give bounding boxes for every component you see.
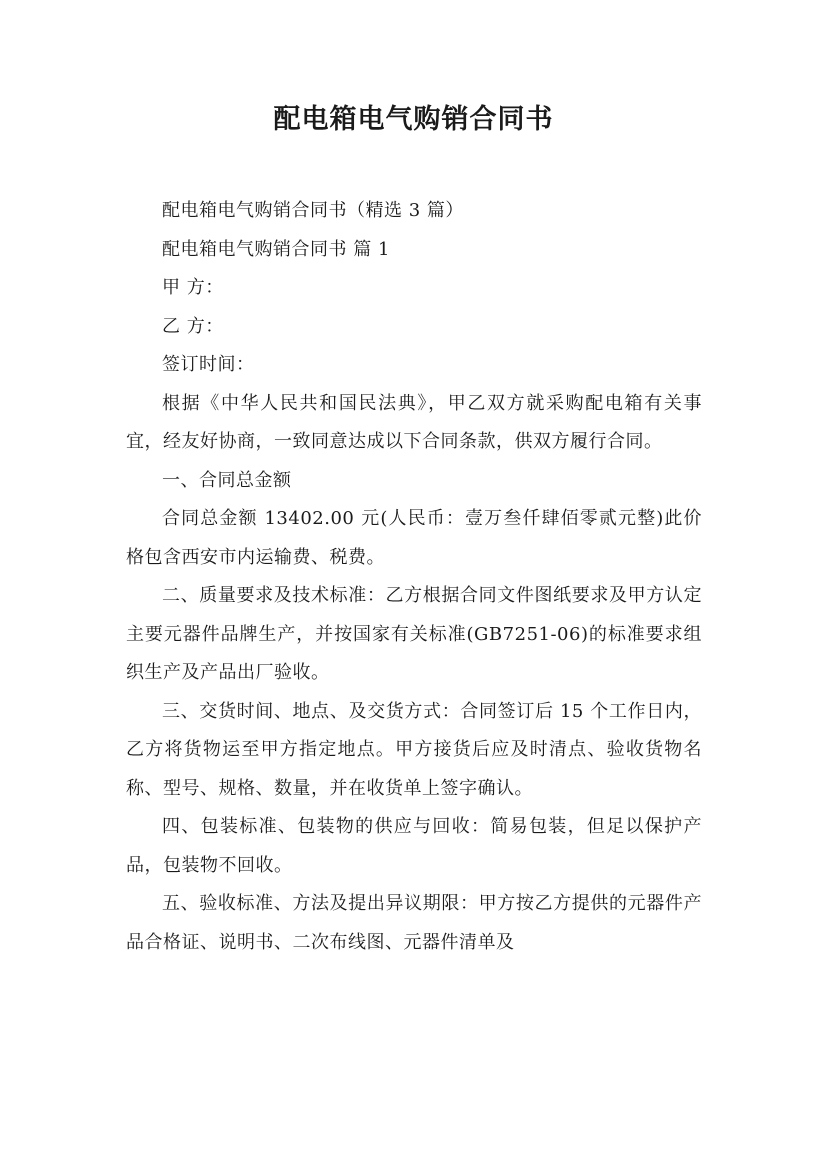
document-body	[126, 192, 702, 962]
paragraph-clause-1-body: 合同总金额 13402.00 元(人民币：壹万叁仟肆佰零贰元整)此价格包含西安市内运输费、税费。	[126, 508, 702, 568]
paragraph-subtitle: 配电箱电气购销合同书（精选 3 篇）	[162, 200, 464, 221]
paragraph-section-heading: 配电箱电气购销合同书 篇 1	[162, 238, 390, 260]
paragraph-clause-3: 三、交货时间、地点、及交货方式：合同签订后 15 个工作日内，乙方将货物运至甲方指定地点。甲方接货后应及时清点、验收货物名称、型号、规格、数量，并在收货单上签字确认。	[126, 700, 702, 799]
document-title: 配电箱电气购销合同书	[273, 104, 554, 135]
paragraph-party-a: 甲 方：	[162, 277, 224, 298]
paragraph-clause-4: 四、包装标准、包装物的供应与回收：简易包装，但足以保护产品，包装物不回收。	[126, 816, 702, 876]
paragraph-clause-2: 二、质量要求及技术标准：乙方根据合同文件图纸要求及甲方认定主要元器件品牌生产，并按国家有关标准(GB7251-06)的标准要求组织生产及产品出厂验收。	[126, 585, 702, 683]
paragraph-clause-1-heading: 一、合同总金额	[162, 469, 292, 491]
paragraph-party-b: 乙 方：	[162, 315, 224, 337]
paragraph-clause-5: 五、验收标准、方法及提出异议期限：甲方按乙方提供的元器件产品合格证、说明书、二次布线图、元器件清单及	[126, 893, 702, 953]
paragraph-intro: 根据《中华人民共和国民法典》，甲乙双方就采购配电箱有关事宜，经友好协商，一致同意达成以下合同条款，供双方履行合同。	[126, 392, 702, 452]
paragraph-sign-date: 签订时间：	[162, 354, 255, 375]
